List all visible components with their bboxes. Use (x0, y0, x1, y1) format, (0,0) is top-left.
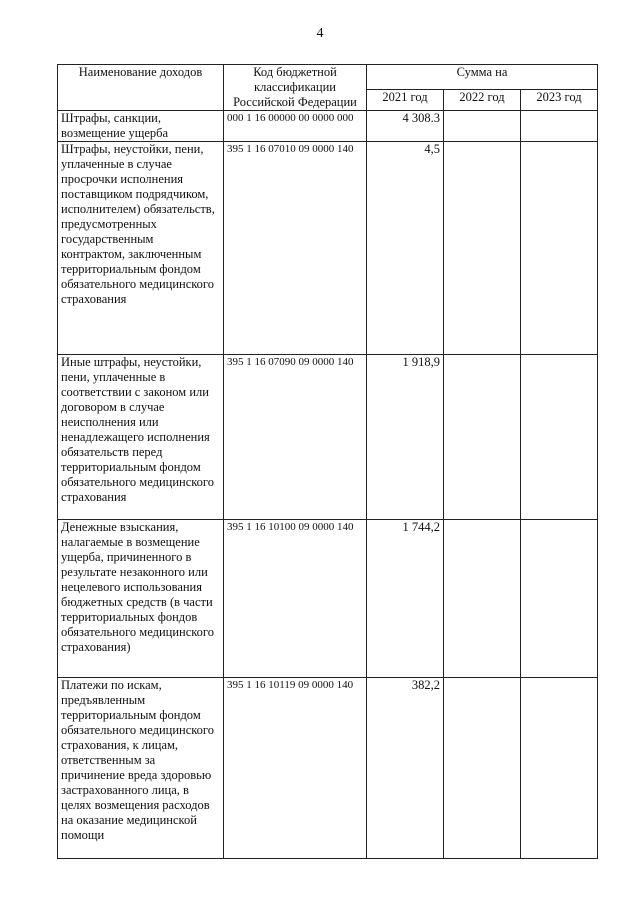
page-number: 4 (316, 26, 324, 41)
header-name: Наименование доходов (58, 65, 224, 111)
table-row (58, 355, 598, 520)
row-amount-2021: 1 744,2 (367, 520, 444, 678)
row-amount-2022 (444, 142, 521, 355)
table-row (58, 678, 598, 859)
table-row (58, 520, 598, 678)
row-amount-2023 (521, 355, 598, 520)
row-code: 395 1 16 07090 09 0000 140 (224, 355, 367, 520)
row-name: Штрафы, неустойки, пени, уплаченные в случае просрочки исполнения поставщиком подрядчиком, исполнителем) обязательств, предусмотренных государственным контрактом, заключенным территориальным фондом обязательного медицинского страхования (58, 142, 224, 355)
row-name: Платежи по искам, предъявленным территориальным фондом обязательного медицинского страхования, к лицам, ответственным за причинение вреда здоровью застрахованного лица, в целях возмещения расходов на оказание медицинской помощи (58, 678, 224, 859)
header-row-top (58, 65, 598, 90)
table-row (58, 142, 598, 355)
row-code: 395 1 16 10100 09 0000 140 (224, 520, 367, 678)
revenue-table (57, 64, 598, 859)
row-amount-2021: 382,2 (367, 678, 444, 859)
row-name: Иные штрафы, неустойки, пени, уплаченные в соответствии с законом или договором в случае неисполнения или ненадлежащего исполнения обязательств перед территориальным фондом обязательного медицинского страхования (58, 355, 224, 520)
row-amount-2023 (521, 142, 598, 355)
header-year-2023: 2023 год (521, 90, 598, 111)
row-amount-2021: 1 918,9 (367, 355, 444, 520)
row-amount-2023 (521, 678, 598, 859)
header-year-2021: 2021 год (367, 90, 444, 111)
row-code: 395 1 16 10119 09 0000 140 (224, 678, 367, 859)
header-sum: Сумма на (367, 65, 598, 90)
row-amount-2021: 4 308.3 (367, 111, 444, 142)
table-row (58, 111, 598, 142)
row-amount-2022 (444, 355, 521, 520)
row-code: 000 1 16 00000 00 0000 000 (224, 111, 367, 142)
row-code: 395 1 16 07010 09 0000 140 (224, 142, 367, 355)
row-amount-2022 (444, 520, 521, 678)
row-amount-2022 (444, 678, 521, 859)
row-name: Денежные взыскания, налагаемые в возмещение ущерба, причиненного в результате незаконного или нецелевого использования бюджетных средств (в части территориальных фондов обязательного медицинского страхования) (58, 520, 224, 678)
row-amount-2023 (521, 520, 598, 678)
row-amount-2023 (521, 111, 598, 142)
header-year-2022: 2022 год (444, 90, 521, 111)
row-amount-2022 (444, 111, 521, 142)
row-amount-2021: 4,5 (367, 142, 444, 355)
row-name: Штрафы, санкции, возмещение ущерба (58, 111, 224, 142)
header-code: Код бюджетной классификации Российской Федерации (224, 65, 367, 111)
